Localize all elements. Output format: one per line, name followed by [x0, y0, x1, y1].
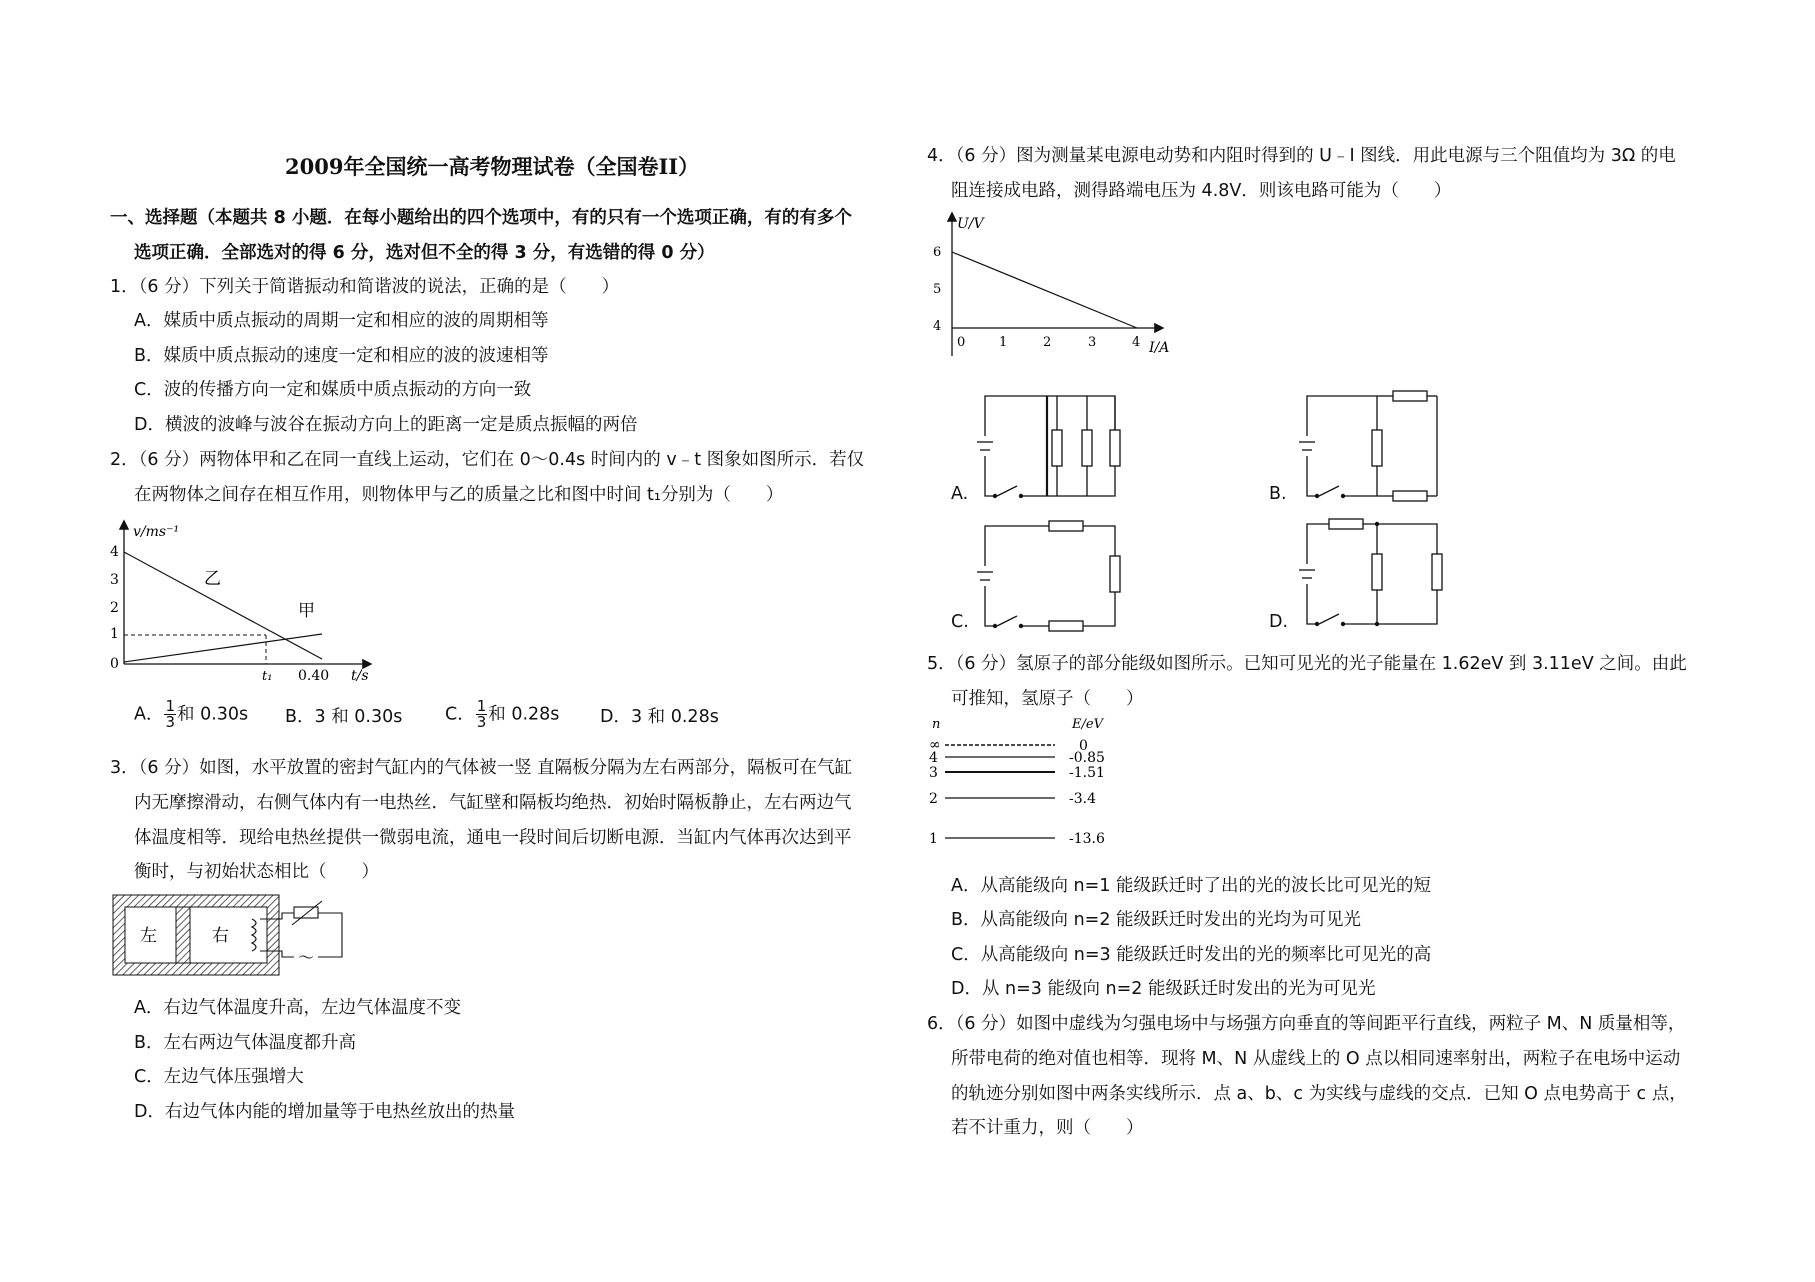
q5-option-b: B．从高能级向 n=2 能级跃迁时发出的光均为可见光	[951, 910, 1362, 930]
q2-ytick-0: 0	[110, 656, 119, 672]
q2-c-den: 3	[476, 713, 487, 731]
q4-ytick-5: 5	[933, 282, 942, 297]
q2-label-jia: 甲	[298, 601, 315, 621]
q5-level-n-inf: ∞	[929, 737, 941, 753]
q4-circuit-a	[967, 390, 1137, 502]
q5-level-e-4: -0.85	[1069, 750, 1105, 766]
q3-partition	[176, 907, 190, 963]
q2-line-jia	[124, 634, 322, 662]
q4-xtick-3: 3	[1088, 335, 1097, 350]
q2-option-d: D．3 和 0.28s	[600, 707, 719, 727]
q5-level-n-3: 3	[929, 765, 938, 781]
q5-option-c: C．从高能级向 n=3 能级跃迁时发出的光的频率比可见光的高	[951, 945, 1432, 965]
q5-energy-level-diagram	[927, 712, 1127, 854]
q4-ui-line	[952, 252, 1137, 328]
q5-level-n-4: 4	[929, 750, 938, 766]
q2-a-suffix: 和 0.30s	[177, 704, 249, 725]
q2-a-fraction	[164, 699, 176, 730]
q1-option-d: D．横波的波峰与波谷在振动方向上的距离一定是质点振幅的两倍	[134, 415, 638, 435]
q4-ui-graph	[927, 208, 1177, 360]
q2-c-num: 1	[476, 697, 487, 715]
q3-left-label: 左	[140, 926, 157, 946]
q3-option-c: C．左边气体压强增大	[134, 1067, 304, 1087]
q3-stem-line3: 体温度相等．现给电热丝提供一微弱电流，通电一段时间后切断电源．当缸内气体再次达到平	[134, 828, 852, 848]
q3-stem-line1: 3．（6 分）如图，水平放置的密封气缸内的气体被一竖 直隔板分隔为左右两部分，隔板可在气缸	[110, 758, 853, 778]
q2-a-prefix: A．	[134, 704, 164, 725]
q3-option-b: B．左右两边气体温度都升高	[134, 1033, 357, 1053]
q4-option-a-label: A.	[951, 484, 969, 504]
section-heading-line1: 一、选择题（本题共 8 小题．在每小题给出的四个选项中，有的只有一个选项正确，有的有多个	[110, 208, 852, 228]
q2-stem-line1: 2．（6 分）两物体甲和乙在同一直线上运动，它们在 0～0.4s 时间内的 v﹣t 图象如图所示．若仅	[110, 450, 865, 470]
q1-option-a: A．媒质中质点振动的周期一定和相应的波的周期相等	[134, 311, 549, 331]
q5-stem-line1: 5．（6 分）氢原子的部分能级如图所示。已知可见光的光子能量在 1.62eV 到 3.11eV 之间。由此	[927, 654, 1687, 674]
q2-line-yi	[124, 552, 322, 659]
q2-stem-line2: 在两物体之间存在相互作用，则物体甲与乙的质量之比和图中时间 t₁分别为（ ）	[134, 485, 784, 505]
q3-ac-source: ～	[298, 948, 315, 967]
q5-level-e-1: -13.6	[1069, 831, 1105, 847]
section-heading-line2: 选项正确．全部选对的得 6 分，选对但不全的得 3 分，有选错的得 0 分）	[134, 243, 715, 263]
q6-stem-line4: 若不计重力，则（ ）	[951, 1118, 1144, 1138]
q3-rheostat	[294, 907, 318, 918]
q5-option-a: A．从高能级向 n=1 能级跃迁时了出的光的波长比可见光的短	[951, 876, 1431, 896]
q6-stem-line3: 的轨迹分别如图中两条实线所示．点 a、b、c 为实线与虚线的交点．已知 O 点电势高于 c 点，	[951, 1084, 1687, 1104]
q5-option-d: D．从 n=3 能级向 n=2 能级跃迁时发出的光为可见光	[951, 979, 1376, 999]
q5-e-label: E/eV	[1072, 717, 1103, 732]
q2-ytick-2: 2	[110, 600, 119, 616]
q5-level-e-3: -1.51	[1069, 765, 1105, 781]
q2-ylabel: v/ms⁻¹	[133, 524, 180, 540]
q2-label-yi: 乙	[204, 569, 221, 589]
q5-stem-line2: 可推知，氢原子（ ）	[951, 689, 1144, 709]
q6-stem-line1: 6．（6 分）如图中虚线为匀强电场中与场强方向垂直的等间距平行直线，两粒子 M、N 质量相等，	[927, 1014, 1686, 1034]
q5-level-e-inf: 0	[1079, 738, 1088, 754]
page-title: 2009年全国统一高考物理试卷（全国卷II）	[285, 154, 700, 179]
q3-right-label: 右	[212, 926, 229, 946]
q2-ytick-4: 4	[110, 544, 119, 560]
q4-option-c-label: C.	[951, 612, 969, 632]
q2-option-a	[134, 699, 248, 730]
q4-ylabel: U/V	[957, 216, 984, 232]
q4-xtick-4: 4	[1132, 335, 1141, 350]
q5-level-n-2: 2	[929, 791, 938, 807]
q3-cylinder-figure	[112, 893, 352, 977]
q1-stem: 1．（6 分）下列关于简谐振动和简谐波的说法，正确的是（ ）	[110, 277, 620, 297]
q4-ytick-6: 6	[933, 245, 942, 260]
q2-x-end: 0.40	[298, 668, 330, 684]
q3-option-a: A．右边气体温度升高，左边气体温度不变	[134, 998, 461, 1018]
q5-level-e-2: -3.4	[1069, 791, 1096, 807]
q4-circuit-c	[967, 520, 1137, 632]
q4-xtick-0: 0	[957, 335, 966, 350]
q6-stem-line2: 所带电荷的绝对值也相等．现将 M、N 从虚线上的 O 点以相同速率射出，两粒子在电场中运动	[951, 1049, 1681, 1069]
q2-a-num: 1	[165, 697, 176, 715]
q2-ytick-3: 3	[110, 572, 119, 588]
q4-ytick-4: 4	[933, 319, 942, 334]
q3-stem-line4: 衡时，与初始状态相比（ ）	[134, 862, 379, 882]
q2-option-c	[445, 699, 559, 730]
q2-c-prefix: C．	[445, 704, 475, 725]
q2-xlabel: t/s	[351, 668, 369, 684]
q2-c-fraction	[476, 699, 488, 730]
q2-ytick-1: 1	[110, 626, 119, 642]
q4-stem-line2: 阻连接成电路，测得路端电压为 4.8V．则该电路可能为（ ）	[951, 181, 1452, 201]
q2-a-den: 3	[165, 713, 176, 731]
q4-stem-line1: 4．（6 分）图为测量某电源电动势和内阻时得到的 U﹣I 图线．用此电源与三个阻值均为 3Ω 的电	[927, 146, 1676, 166]
q1-option-c: C．波的传播方向一定和媒质中质点振动的方向一致	[134, 380, 532, 400]
q5-level-n-1: 1	[929, 831, 938, 847]
q2-vt-graph	[108, 514, 378, 686]
q1-option-b: B．媒质中质点振动的速度一定和相应的波的波速相等	[134, 346, 549, 366]
q3-option-d: D．右边气体内能的增加量等于电热丝放出的热量	[134, 1102, 515, 1122]
q2-option-b: B．3 和 0.30s	[285, 707, 403, 727]
q5-n-label: n	[932, 717, 941, 732]
q2-c-suffix: 和 0.28s	[488, 704, 560, 725]
q3-stem-line2: 内无摩擦滑动，右侧气体内有一电热丝．气缸壁和隔板均绝热．初始时隔板静止，左右两边气	[134, 793, 852, 813]
q4-xtick-1: 1	[999, 335, 1008, 350]
q4-xlabel: I/A	[1149, 340, 1170, 356]
q4-option-d-label: D.	[1269, 612, 1289, 632]
q4-circuit-b	[1289, 390, 1449, 502]
q4-xtick-2: 2	[1043, 335, 1052, 350]
q2-t1-label: t₁	[262, 669, 273, 684]
q3-wire-right	[318, 913, 342, 957]
q4-option-b-label: B.	[1269, 484, 1287, 504]
q4-circuit-d	[1289, 518, 1449, 632]
